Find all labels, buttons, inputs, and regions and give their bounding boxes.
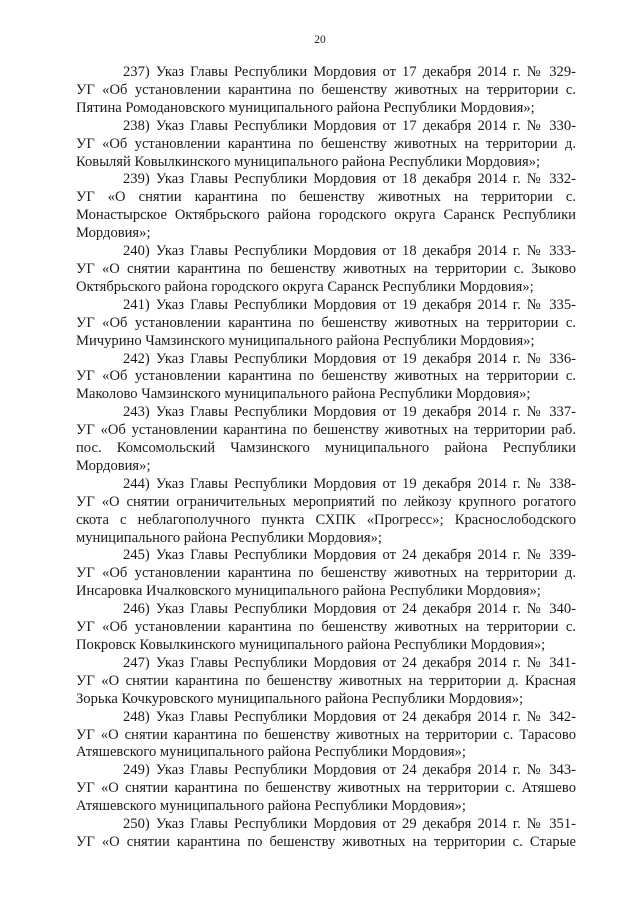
page-number: 20 (314, 34, 326, 46)
decree-entry (76, 351, 576, 405)
decree-entry (76, 655, 576, 709)
decree-entry (76, 243, 576, 297)
decree-line: Ковыляй Ковылкинского муниципального района Республики Мордовия»; (76, 153, 541, 170)
decree-line: УГ «Об установлении карантина по бешенству животных на территории с. (76, 314, 576, 331)
decree-entry (76, 476, 576, 548)
decree-line: 237) Указ Главы Республики Мордовия от 17 декабря 2014 г. № 329- (123, 64, 576, 80)
decree-entry (76, 297, 576, 351)
decree-line: 243) Указ Главы Республики Мордовия от 19 декабря 2014 г. № 337- (123, 404, 576, 421)
decree-line: УГ «О снятии карантина по бешенству животных на территории с. Старые (76, 833, 576, 850)
decree-line: УГ «Об установлении карантина по бешенству животных на территории с. (76, 81, 576, 98)
decree-line: пос. Комсомольский Чамзинского муниципального района Республики (76, 440, 576, 457)
decree-line: Мичурино Чамзинского муниципального района Республики Мордовия»; (76, 332, 535, 349)
decree-line: муниципального района Республики Мордовия»; (76, 529, 382, 546)
decree-entry (76, 762, 576, 816)
decree-line: Маколово Чамзинского муниципального района Республики Мордовия»; (76, 386, 531, 403)
decree-entry (76, 64, 576, 118)
decree-entry (76, 601, 576, 655)
decree-list (76, 64, 576, 852)
decree-line: Мордовия»; (76, 225, 151, 242)
decree-line: Октябрьского района городского округа Саранск Республики Мордовия»; (76, 278, 534, 295)
decree-line: 240) Указ Главы Республики Мордовия от 18 декабря 2014 г. № 333- (123, 243, 576, 260)
decree-line: Мордовия»; (76, 457, 151, 474)
decree-line: УГ «О снятии карантина по бешенству животных на территории с. Зыково (76, 260, 576, 277)
decree-line: Зорька Кочкуровского муниципального района Республики Мордовия»; (76, 690, 524, 707)
decree-line: 245) Указ Главы Республики Мордовия от 24 декабря 2014 г. № 339- (123, 547, 576, 564)
decree-line: Атяшевского муниципального района Республики Мордовия»; (76, 744, 466, 761)
decree-entry (76, 816, 576, 852)
decree-line: УГ «Об установлении карантина по бешенству животных на территории д. (76, 565, 576, 582)
decree-line: УГ «Об установлении карантина по бешенству животных на территории с. (76, 368, 576, 385)
decree-line: 247) Указ Главы Республики Мордовия от 24 декабря 2014 г. № 341- (123, 654, 576, 671)
decree-line: УГ «О снятии карантина по бешенству животных на территории с. Атяшево (76, 780, 576, 797)
decree-line: УГ «О снятии ограничительных мероприятий по лейкозу крупного рогатого (76, 493, 576, 510)
decree-line: 246) Указ Главы Республики Мордовия от 24 декабря 2014 г. № 340- (123, 601, 576, 618)
decree-entry (76, 404, 576, 476)
decree-line: 244) Указ Главы Республики Мордовия от 19 декабря 2014 г. № 338- (123, 475, 576, 492)
decree-line: УГ «О снятии карантина по бешенству животных на территории с. Тарасово (76, 726, 576, 743)
decree-entry (76, 171, 576, 243)
decree-line: Покровск Ковылкинского муниципального района Республики Мордовия»; (76, 637, 546, 653)
decree-line: УГ «О снятии карантина по бешенству животных на территории д. Красная (76, 672, 576, 689)
decree-line: Инсаровка Ичалковского муниципального района Республики Мордовия»; (76, 583, 541, 600)
decree-line: УГ «О снятии карантина по бешенству животных на территории с. (76, 189, 576, 206)
decree-line: 238) Указ Главы Республики Мордовия от 17 декабря 2014 г. № 330- (123, 117, 576, 134)
decree-line: 242) Указ Главы Республики Мордовия от 19 декабря 2014 г. № 336- (123, 350, 576, 367)
decree-line: 249) Указ Главы Республики Мордовия от 24 декабря 2014 г. № 343- (123, 762, 576, 779)
decree-line: 248) Указ Главы Республики Мордовия от 24 декабря 2014 г. № 342- (123, 708, 576, 725)
decree-line: Монастырское Октябрьского района городского округа Саранск Республики (76, 207, 576, 224)
decree-entry (76, 118, 576, 172)
decree-line: скота с неблагополучного пункта СХПК «Прогресс»; Краснослободского (76, 511, 576, 528)
decree-line: Пятина Ромодановского муниципального района Республики Мордовия»; (76, 99, 535, 116)
decree-line: УГ «Об установлении карантина по бешенству животных на территории с. (76, 619, 576, 636)
decree-entry (76, 709, 576, 763)
decree-line: УГ «Об установлении карантина по бешенству животных на территории д. (76, 135, 576, 152)
decree-line: 241) Указ Главы Республики Мордовия от 19 декабря 2014 г. № 335- (123, 296, 576, 313)
decree-line: УГ «Об установлении карантина по бешенству животных на территории раб. (76, 422, 576, 439)
decree-entry (76, 547, 576, 601)
decree-line: 250) Указ Главы Республики Мордовия от 29 декабря 2014 г. № 351- (123, 816, 576, 833)
decree-line: Атяшевского муниципального района Республики Мордовия»; (76, 798, 466, 815)
decree-line: 239) Указ Главы Республики Мордовия от 18 декабря 2014 г. № 332- (123, 171, 576, 188)
